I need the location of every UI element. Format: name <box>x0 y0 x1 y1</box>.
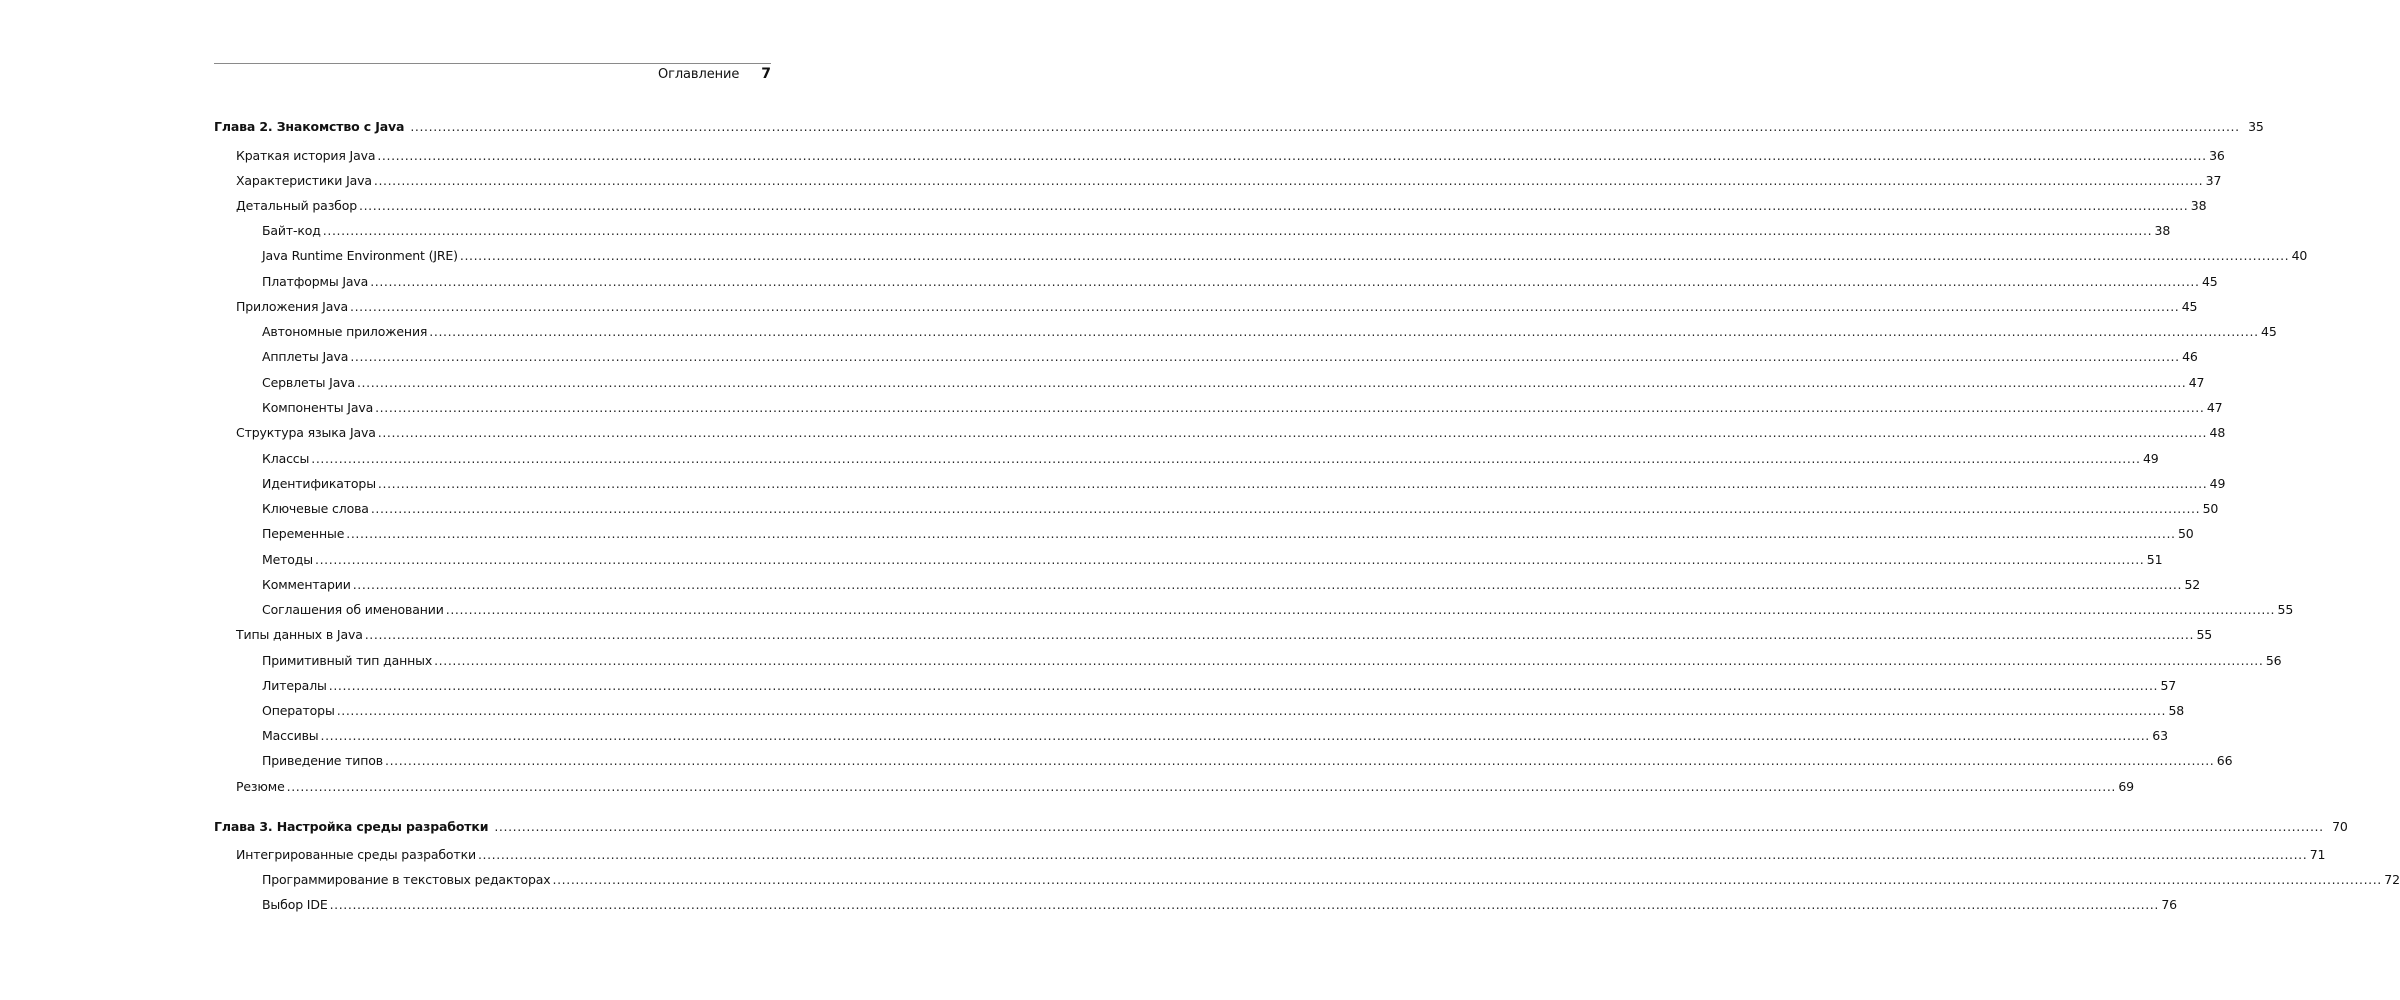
dot-leader: ................................................................................................................................................................................................................................................................................................................................................................................................................ <box>385 753 2215 768</box>
toc-entry-title: Приложения Java <box>236 299 348 314</box>
toc-entry-page: 55 <box>2277 602 2294 617</box>
toc-entry-title: Java Runtime Environment (JRE) <box>262 248 458 263</box>
toc-entry-page: 69 <box>2118 779 2134 794</box>
toc-entry-title: Интегрированные среды разработки <box>236 847 476 862</box>
toc-entry <box>0 273 2218 291</box>
toc-entry-title: Апплеты Java <box>262 349 349 364</box>
dot-leader: ................................................................................................................................................................................................................................................................................................................................................................................................................ <box>364 627 2195 642</box>
dot-leader: ................................................................................................................................................................................................................................................................................................................................................................................................................ <box>445 602 2276 617</box>
dot-leader: ................................................................................................................................................................................................................................................................................................................................................................................................................ <box>350 349 2180 364</box>
toc-entry-title: Типы данных в Java <box>236 627 363 642</box>
toc-entry-title: Краткая история Java <box>236 148 376 163</box>
toc-chapter <box>0 818 2348 836</box>
toc-entry-page: 72 <box>2384 872 2400 887</box>
toc-chapter <box>0 118 2264 136</box>
toc-entry-page: 49 <box>2209 476 2226 491</box>
toc-entry-title: Глава 3. Настройка среды разработки <box>214 819 489 834</box>
toc-entry <box>0 450 2159 468</box>
dot-leader: ................................................................................................................................................................................................................................................................................................................................................................................................................ <box>373 173 2204 188</box>
toc-entry <box>0 846 2326 864</box>
toc-entry <box>0 727 2168 745</box>
dot-leader: ................................................................................................................................................................................................................................................................................................................................................................................................................ <box>322 223 2153 238</box>
toc-entry-page: 45 <box>2201 274 2218 289</box>
toc-entry <box>0 778 2134 796</box>
dot-leader: ................................................................................................................................................................................................................................................................................................................................................................................................................ <box>459 248 2290 263</box>
toc-entry-page: 38 <box>2190 198 2207 213</box>
toc-entry-title: Массивы <box>262 728 319 743</box>
toc-entry-page: 70 <box>2332 819 2348 834</box>
toc-entry <box>0 677 2177 695</box>
toc-entry-page: 46 <box>2182 349 2198 364</box>
toc-entry-page: 50 <box>2178 526 2194 541</box>
toc-entry-page: 55 <box>2196 627 2213 642</box>
toc-entry-page: 36 <box>2209 148 2225 163</box>
dot-leader: ................................................................................................................................................................................................................................................................................................................................................................................................................ <box>350 299 2180 314</box>
toc-entry <box>0 702 2185 720</box>
toc-entry-title: Соглашения об именовании <box>262 602 444 617</box>
toc-entry <box>0 551 2163 569</box>
toc-entry-title: Идентификаторы <box>262 476 376 491</box>
toc-entry-page: 58 <box>2168 703 2185 718</box>
toc-entry-title: Выбор IDE <box>262 897 328 912</box>
dot-leader: ................................................................................................................................................................................................................................................................................................................................................................................................................ <box>552 872 2382 887</box>
toc-entry-page: 40 <box>2291 248 2308 263</box>
toc-entry <box>0 652 2282 670</box>
toc-entry-title: Комментарии <box>262 577 351 592</box>
toc-entry-title: Примитивный тип данных <box>262 653 433 668</box>
toc-entry-title: Литералы <box>262 678 327 693</box>
toc-entry-title: Переменные <box>262 526 345 541</box>
toc-entry <box>0 871 2400 889</box>
toc-entry-page: 51 <box>2146 552 2163 567</box>
dot-leader: ................................................................................................................................................................................................................................................................................................................................................................................................................ <box>315 552 2145 567</box>
toc-entry <box>0 525 2194 543</box>
toc-entry <box>0 348 2198 366</box>
toc-entry <box>0 752 2233 770</box>
toc-entry-title: Методы <box>262 552 314 567</box>
toc-entry-title: Глава 2. Знакомство с Java <box>214 119 405 134</box>
toc-entry-page: 49 <box>2143 451 2159 466</box>
toc-entry <box>0 222 2171 240</box>
dot-leader: ................................................................................................................................................................................................................................................................................................................................................................................................................ <box>346 526 2176 541</box>
section-title: Оглавление <box>657 67 740 82</box>
toc-entry-title: Платформы Java <box>262 274 369 289</box>
toc-entry-page: 37 <box>2205 173 2222 188</box>
toc-entry-page: 45 <box>2261 324 2277 339</box>
dot-leader: ................................................................................................................................................................................................................................................................................................................................................................................................................ <box>320 728 2150 743</box>
toc-entry-title: Ключевые слова <box>262 501 369 516</box>
toc-entry-title: Сервлеты Java <box>262 375 355 390</box>
dot-leader: ................................................................................................................................................................................................................................................................................................................................................................................................................ <box>311 451 2141 466</box>
toc-entry <box>0 896 2177 914</box>
toc-entry <box>0 601 2294 619</box>
toc-entry-page: 50 <box>2202 501 2219 516</box>
toc-entry <box>0 424 2226 442</box>
toc-entry <box>0 147 2225 165</box>
toc-entry-page: 56 <box>2265 653 2282 668</box>
dot-leader: ................................................................................................................................................................................................................................................................................................................................................................................................................ <box>377 148 2207 163</box>
toc-entry-page: 35 <box>2248 119 2264 134</box>
dot-leader: ................................................................................................................................................................................................................................................................................................................................................................................................................ <box>494 819 2324 834</box>
toc-entry-page: 47 <box>2188 375 2205 390</box>
toc-entry-title: Операторы <box>262 703 335 718</box>
toc-entry-page: 47 <box>2206 400 2223 415</box>
dot-leader: ................................................................................................................................................................................................................................................................................................................................................................................................................ <box>377 425 2208 440</box>
dot-leader: ................................................................................................................................................................................................................................................................................................................................................................................................................ <box>377 476 2208 491</box>
dot-leader: ................................................................................................................................................................................................................................................................................................................................................................................................................ <box>328 678 2159 693</box>
dot-leader: ................................................................................................................................................................................................................................................................................................................................................................................................................ <box>359 198 2189 213</box>
toc-entry-page: 76 <box>2161 897 2177 912</box>
dot-leader: ................................................................................................................................................................................................................................................................................................................................................................................................................ <box>356 375 2187 390</box>
toc-entry-page: 48 <box>2209 425 2226 440</box>
toc-entry-title: Классы <box>262 451 310 466</box>
dot-leader: ................................................................................................................................................................................................................................................................................................................................................................................................................ <box>477 847 2308 862</box>
toc-entry-page: 57 <box>2160 678 2177 693</box>
toc-entry-page: 66 <box>2216 753 2233 768</box>
toc-entry-title: Резюме <box>236 779 285 794</box>
toc-entry <box>0 197 2207 215</box>
dot-leader: ................................................................................................................................................................................................................................................................................................................................................................................................................ <box>434 653 2264 668</box>
toc-entry-title: Компоненты Java <box>262 400 374 415</box>
toc-entry <box>0 298 2198 316</box>
toc-entry-title: Детальный разбор <box>236 198 358 213</box>
toc-entry <box>0 475 2226 493</box>
toc-entry-title: Характеристики Java <box>236 173 372 188</box>
toc-entry-page: 45 <box>2181 299 2198 314</box>
dot-leader: ................................................................................................................................................................................................................................................................................................................................................................................................................ <box>286 779 2116 794</box>
dot-leader: ................................................................................................................................................................................................................................................................................................................................................................................................................ <box>370 501 2201 516</box>
toc-entry-page: 52 <box>2184 577 2201 592</box>
dot-leader: ................................................................................................................................................................................................................................................................................................................................................................................................................ <box>329 897 2159 912</box>
toc-entry <box>0 626 2213 644</box>
toc-entry <box>0 399 2223 417</box>
dot-leader: ................................................................................................................................................................................................................................................................................................................................................................................................................ <box>429 324 2259 339</box>
dot-leader: ................................................................................................................................................................................................................................................................................................................................................................................................................ <box>352 577 2183 592</box>
toc-entry <box>0 374 2205 392</box>
toc-entry <box>0 172 2222 190</box>
toc-entry-page: 38 <box>2154 223 2171 238</box>
page-number: 7 <box>761 66 771 82</box>
toc-entry <box>0 323 2277 341</box>
toc-entry-title: Структура языка Java <box>236 425 376 440</box>
toc-entry-title: Программирование в текстовых редакторах <box>262 872 551 887</box>
toc-entry-title: Приведение типов <box>262 753 384 768</box>
toc-entry <box>0 247 2308 265</box>
toc-entry-page: 71 <box>2309 847 2326 862</box>
toc-entry <box>0 500 2219 518</box>
dot-leader: ................................................................................................................................................................................................................................................................................................................................................................................................................ <box>336 703 2167 718</box>
toc-entry-title: Автономные приложения <box>262 324 428 339</box>
dot-leader: ................................................................................................................................................................................................................................................................................................................................................................................................................ <box>375 400 2205 415</box>
toc-entry-page: 63 <box>2152 728 2168 743</box>
toc-entry <box>0 576 2201 594</box>
toc-entry-title: Байт-код <box>262 223 321 238</box>
dot-leader: ................................................................................................................................................................................................................................................................................................................................................................................................................ <box>410 119 2240 134</box>
dot-leader: ................................................................................................................................................................................................................................................................................................................................................................................................................ <box>370 274 2200 289</box>
